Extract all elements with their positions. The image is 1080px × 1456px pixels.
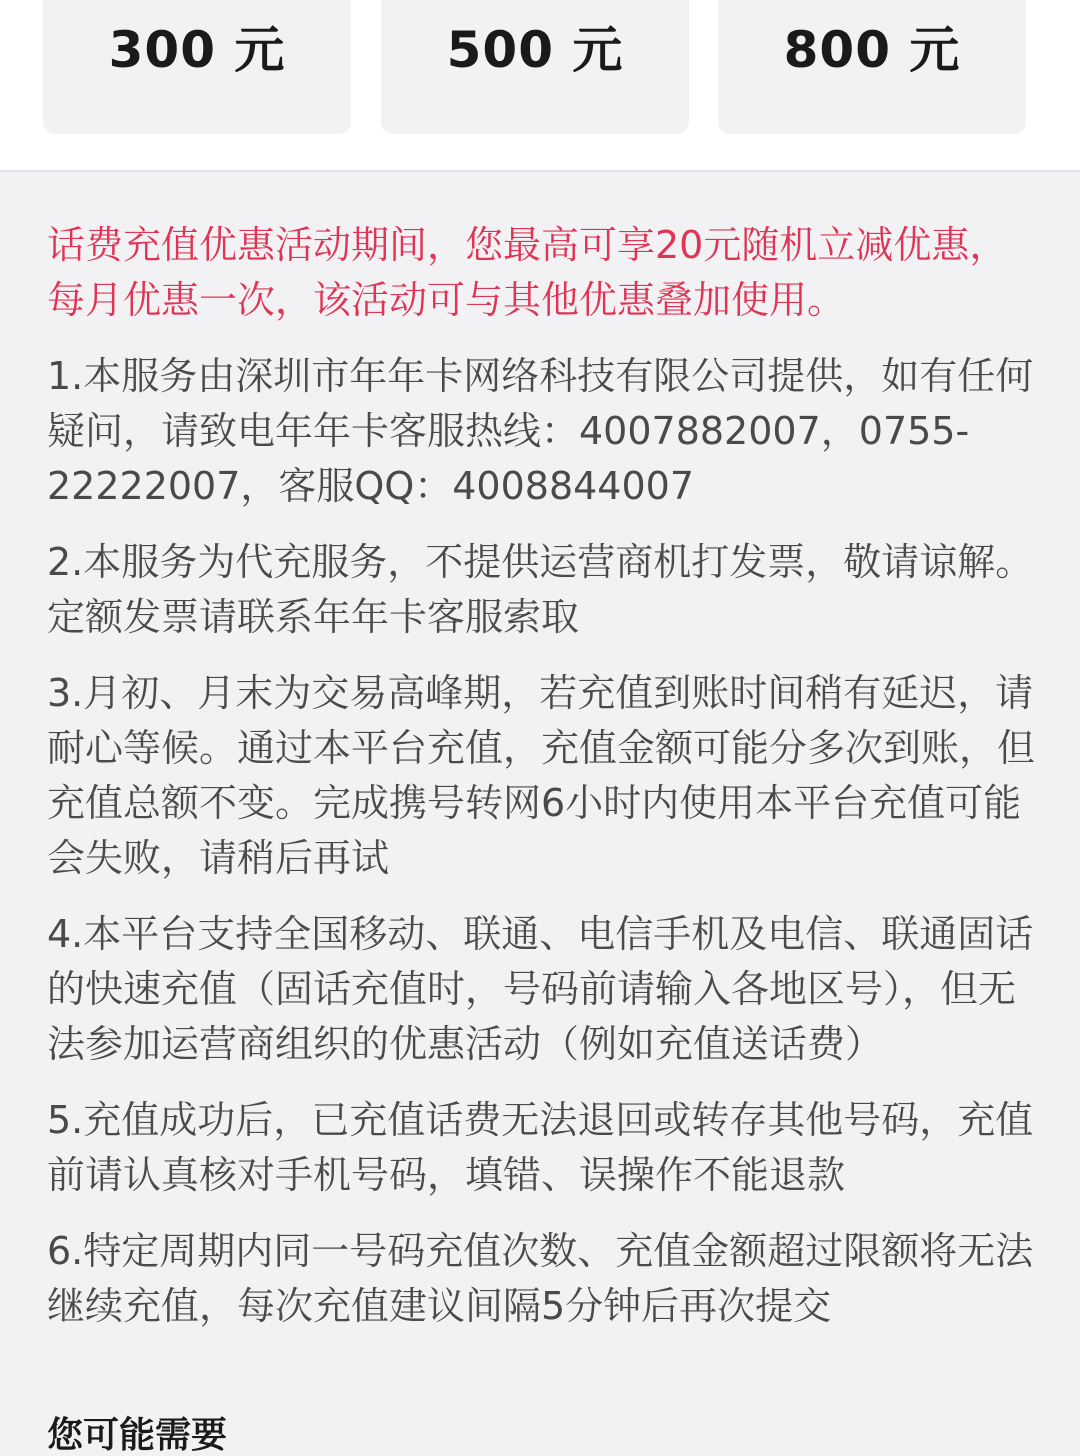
amount-option-300[interactable]: [43, 0, 351, 134]
rule-item-1: 1.本服务由深圳市年年卡网络科技有限公司提供，如有任何疑问，请致电年年卡客服热线：4007882007，0755-22222007，客服QQ：4008844007: [47, 354, 1034, 508]
amount-option-500[interactable]: [381, 0, 689, 134]
amount-option-label: 500 元: [446, 21, 624, 79]
rule-item-6: 6.特定周期内同一号码充值次数、充值金额超过限额将无法继续充值，每次充值建议间隔5分钟后再次提交: [47, 1229, 1034, 1328]
amount-option-label: 300 元: [108, 21, 286, 79]
rule-item-5: 5.充值成功后，已充值话费无法退回或转存其他号码，充值前请认真核对手机号码，填错、误操作不能退款: [47, 1098, 1034, 1197]
rule-item-3: 3.月初、月末为交易高峰期，若充值到账时间稍有延迟，请耐心等候。通过本平台充值，充值金额可能分多次到账，但充值总额不变。完成携号转网6小时内使用本平台充值可能会失败，请稍后再试: [47, 671, 1036, 880]
more-section-title: 您可能需要: [47, 1415, 228, 1456]
rule-item-4: 4.本平台支持全国移动、联通、电信手机及电信、联通固话的快速充值（固话充值时，号码前请输入各地区号），但无法参加运营商组织的优惠活动（例如充值送话费）: [47, 912, 1034, 1066]
amount-options-panel: [0, 0, 1080, 172]
promo-notice: 话费充值优惠活动期间，您最高可享20元随机立减优惠，每月优惠一次，该活动可与其他优惠叠加使用。: [47, 223, 1008, 322]
service-notes: [47, 218, 1037, 1355]
rule-item-2: 2.本服务为代充服务，不提供运营商机打发票，敬请谅解。定额发票请联系年年卡客服索取: [47, 540, 1034, 639]
amount-option-label: 800 元: [783, 21, 961, 79]
amount-option-800[interactable]: [718, 0, 1026, 134]
